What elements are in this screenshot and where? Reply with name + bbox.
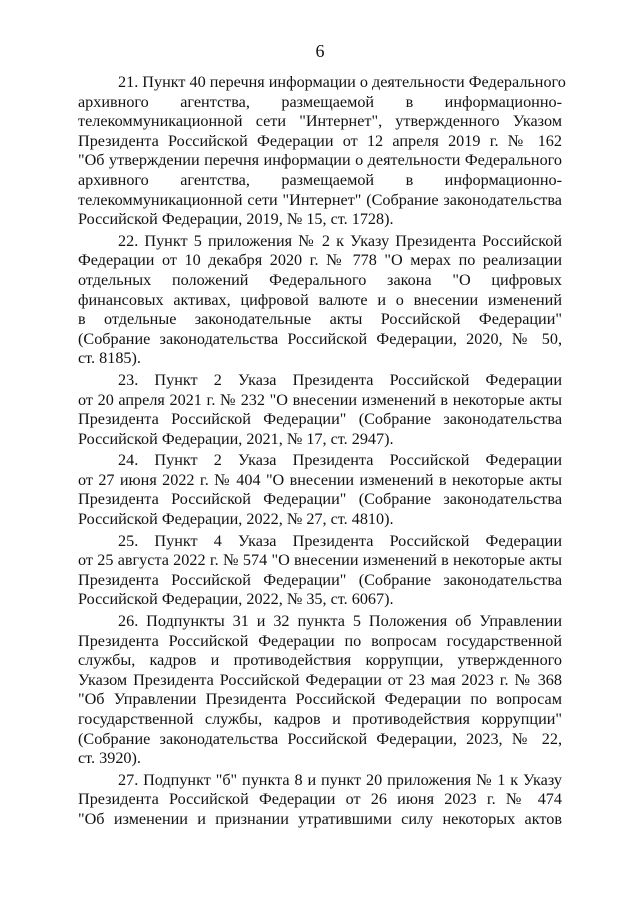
paragraph-line: отдельных положений Федерального закона "О цифровых [78, 270, 562, 289]
paragraph-line: (Собрание законодательства Российской Федерации, 2020, № 50, [78, 329, 562, 348]
paragraph-line: финансовых активах, цифровой валюте и о внесении изменений [78, 290, 562, 309]
paragraph-line: 27. Подпункт "б" пункта 8 и пункт 20 приложения № 1 к Указу [118, 770, 562, 789]
paragraph-line: государственной службы, кадров и противодействия коррупции" [78, 710, 562, 728]
paragraph-line: "Об Управлении Президента Российской Федерации по вопросам [78, 690, 562, 709]
paragraph-line: Указом Президента Российской Федерации от 23 мая 2023 г. № 368 [78, 670, 562, 689]
paragraph-line: 26. Подпункты 31 и 32 пункта 5 Положения об Управлении [118, 612, 562, 631]
paragraph-item [78, 232, 562, 369]
paragraph-line: Президента Российской Федерации от 12 апреля 2019 г. № 162 [78, 131, 562, 150]
paragraph-line: Российской Федерации, 2022, № 35, ст. 6067). [78, 590, 394, 609]
paragraph-line: 22. Пункт 5 приложения № 2 к Указу Президента Российской [118, 231, 562, 250]
paragraph-line: Российской Федерации, 2022, № 27, ст. 4810). [78, 510, 394, 529]
paragraph-item [78, 532, 562, 610]
paragraph-line: службы, кадров и противодействия коррупции, утвержденного [78, 651, 562, 670]
paragraph-line: ст. 3920). [78, 749, 141, 768]
paragraph-line: от 25 августа 2022 г. № 574 "О внесении изменений в некоторые акты [78, 551, 562, 570]
paragraph-line: 24. Пункт 2 Указа Президента Российской Федерации [118, 451, 562, 470]
paragraph-line: ст. 8185). [78, 349, 141, 368]
paragraph-line: телекоммуникационной сети "Интернет" (Собрание законодательства [78, 190, 562, 209]
paragraph-line: Президента Российской Федерации от 26 июня 2023 г. № 474 [78, 790, 562, 809]
paragraph-line: "Об изменении и признании утратившими силу некоторых актов [78, 809, 562, 828]
paragraph-line: архивного агентства, размещаемой в информационно- [78, 92, 562, 111]
paragraph-line: (Собрание законодательства Российской Федерации, 2023, № 22, [78, 729, 562, 748]
paragraph-line: архивного агентства, размещаемой в информационно- [78, 170, 562, 189]
paragraph-item [78, 371, 562, 449]
paragraph-line: Президента Российской Федерации" (Собрание законодательства [78, 570, 562, 589]
page-number: 6 [315, 41, 325, 61]
paragraph-item [78, 451, 562, 529]
paragraph-line: в отдельные законодательные акты Российской Федерации" [78, 310, 562, 329]
paragraph-line: Российской Федерации, 2019, № 15, ст. 1728). [78, 210, 394, 229]
paragraph-line: от 20 апреля 2021 г. № 232 "О внесении изменений в некоторые акты [78, 390, 562, 409]
paragraph-line: телекоммуникационной сети "Интернет", утвержденного Указом [78, 112, 562, 131]
paragraph-line: "Об утверждении перечня информации о деятельности Федерального [78, 151, 562, 170]
paragraph-line: 23. Пункт 2 Указа Президента Российской Федерации [118, 370, 562, 389]
paragraph-item [78, 612, 562, 769]
paragraph-line: Президента Российской Федерации" (Собрание законодательства [78, 410, 562, 429]
document-body [78, 73, 566, 832]
paragraph-line: Федерации от 10 декабря 2020 г. № 778 "О мерах по реализации [78, 251, 562, 270]
paragraph-line: 21. Пункт 40 перечня информации о деятельности Федерального [118, 73, 566, 91]
paragraph-line: Российской Федерации, 2021, № 17, ст. 2947). [78, 429, 394, 448]
paragraph-item [78, 73, 566, 230]
paragraph-line: Президента Российской Федерации" (Собрание законодательства [78, 490, 562, 509]
paragraph-line: 25. Пункт 4 Указа Президента Российской Федерации [118, 531, 562, 550]
paragraph-line: Президента Российской Федерации по вопросам государственной [78, 631, 562, 650]
paragraph-line: от 27 июня 2022 г. № 404 "О внесении изменений в некоторые акты [78, 470, 562, 489]
paragraph-item [78, 771, 562, 830]
